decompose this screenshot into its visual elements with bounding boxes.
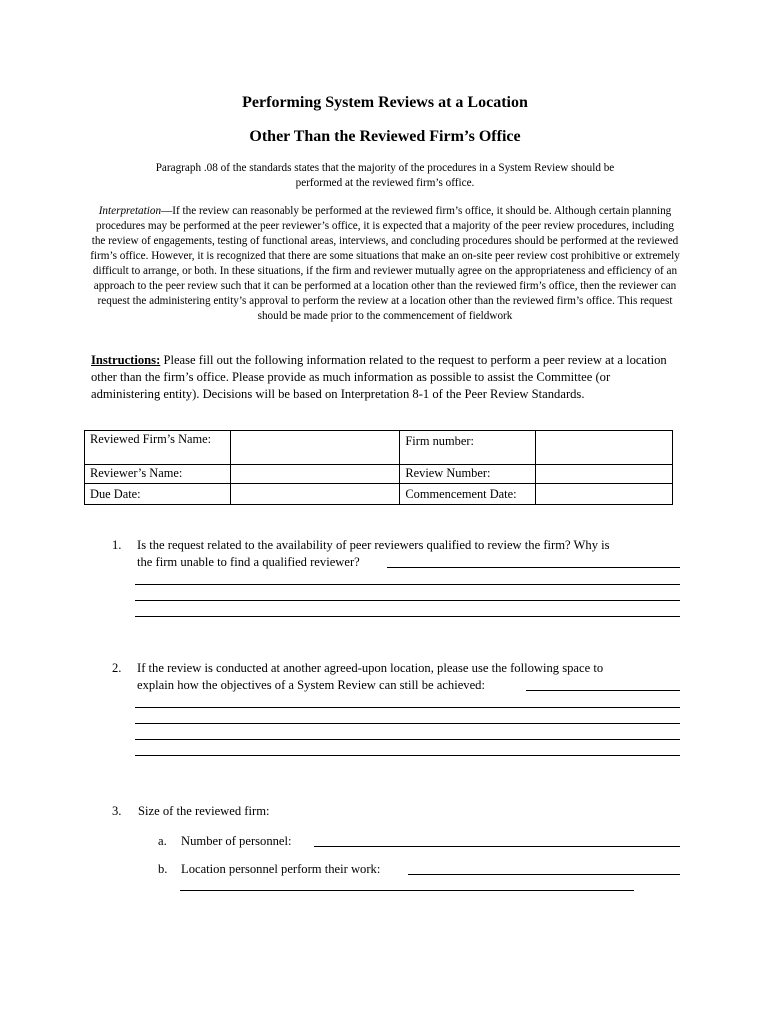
commencement-date-field[interactable] (536, 484, 673, 505)
question-3a-text: Number of personnel: (181, 834, 292, 848)
page-subtitle: Other Than the Reviewed Firm’s Office (249, 128, 521, 145)
firm-number-label: Firm number: (400, 431, 536, 465)
review-number-label: Review Number: (400, 465, 536, 484)
personnel-count-answer-line[interactable] (314, 846, 680, 847)
question-2-answer-line[interactable] (526, 690, 680, 691)
review-number-field[interactable] (536, 465, 673, 484)
firm-name-field[interactable] (230, 431, 400, 465)
question-2-line-1: If the review is conducted at another agreed-upon location, please use the following space to (137, 661, 604, 675)
question-3a-letter: a. (158, 834, 167, 848)
question-2-answer-line[interactable] (135, 755, 680, 756)
instructions-text: Please fill out the following information related to the request to perform a peer review at a location other than the firm’s office. Please provide as much information as possible to assist the Committee (or administering entity). Decisions will be based on Interpretation 8-1 of the Peer Review Standards. (91, 353, 667, 401)
firm-number-field[interactable] (536, 431, 673, 465)
question-2-answer-line[interactable] (135, 707, 680, 708)
question-2-answer-line[interactable] (135, 723, 680, 724)
question-1-answer-line[interactable] (387, 567, 680, 568)
question-3-number: 3. (112, 804, 122, 818)
firm-info-table (84, 430, 673, 505)
question-1-answer-line[interactable] (135, 616, 680, 617)
instructions-paragraph (91, 352, 681, 403)
question-1-line-2: the firm unable to find a qualified reviewer? (137, 555, 360, 569)
question-3b-text: Location personnel perform their work: (181, 862, 381, 876)
question-3b-letter: b. (158, 862, 168, 876)
due-date-field[interactable] (230, 484, 400, 505)
interpretation-paragraph (88, 204, 682, 324)
interpretation-label: Interpretation (98, 205, 162, 217)
question-1-answer-line[interactable] (135, 600, 680, 601)
question-1-line-1: Is the request related to the availability of peer reviewers qualified to review the firm? Why is (137, 538, 610, 552)
page-title: Performing System Reviews at a Location (242, 94, 528, 111)
work-location-answer-line[interactable] (408, 874, 680, 875)
reviewer-name-label: Reviewer’s Name: (85, 465, 231, 484)
question-2-line-2: explain how the objectives of a System Review can still be achieved: (137, 678, 485, 692)
reviewer-name-field[interactable] (230, 465, 400, 484)
question-3-text: Size of the reviewed firm: (138, 804, 270, 818)
due-date-label: Due Date: (85, 484, 231, 505)
question-1-answer-line[interactable] (135, 584, 680, 585)
question-1-number: 1. (112, 538, 122, 552)
question-2-number: 2. (112, 661, 122, 675)
interpretation-text: —If the review can reasonably be performed at the reviewed firm’s office, it should be. Although certain planning procedures may be performed at the peer reviewer’s office, it is expected that a majority of the peer review procedures, including the review of engagements, testing of functional areas, interviews, and concluding procedures should be performed at the reviewed firm’s office. However, it is recognized that there are some situations that make an on-site peer review cost prohibitive or extremely difficult to arrange, or both. In these situations, if the firm and reviewer mutually agree on the appropriateness and efficiency of an approach to the peer review such that it can be performed at a location other than the reviewed firm’s office, then the reviewer can request the administering entity’s approval to perform the review at a location other than the reviewed firm’s office. This request should be made prior to the commencement of fieldwork (90, 205, 680, 322)
firm-name-label: Reviewed Firm’s Name: (85, 431, 231, 465)
question-2-answer-line[interactable] (135, 739, 680, 740)
commencement-date-label: Commencement Date: (400, 484, 536, 505)
work-location-answer-line[interactable] (180, 890, 634, 891)
standards-paragraph: Paragraph .08 of the standards states that the majority of the procedures in a System Review should be performed at the reviewed firm’s office. (155, 162, 615, 189)
instructions-label: Instructions: (91, 353, 161, 367)
